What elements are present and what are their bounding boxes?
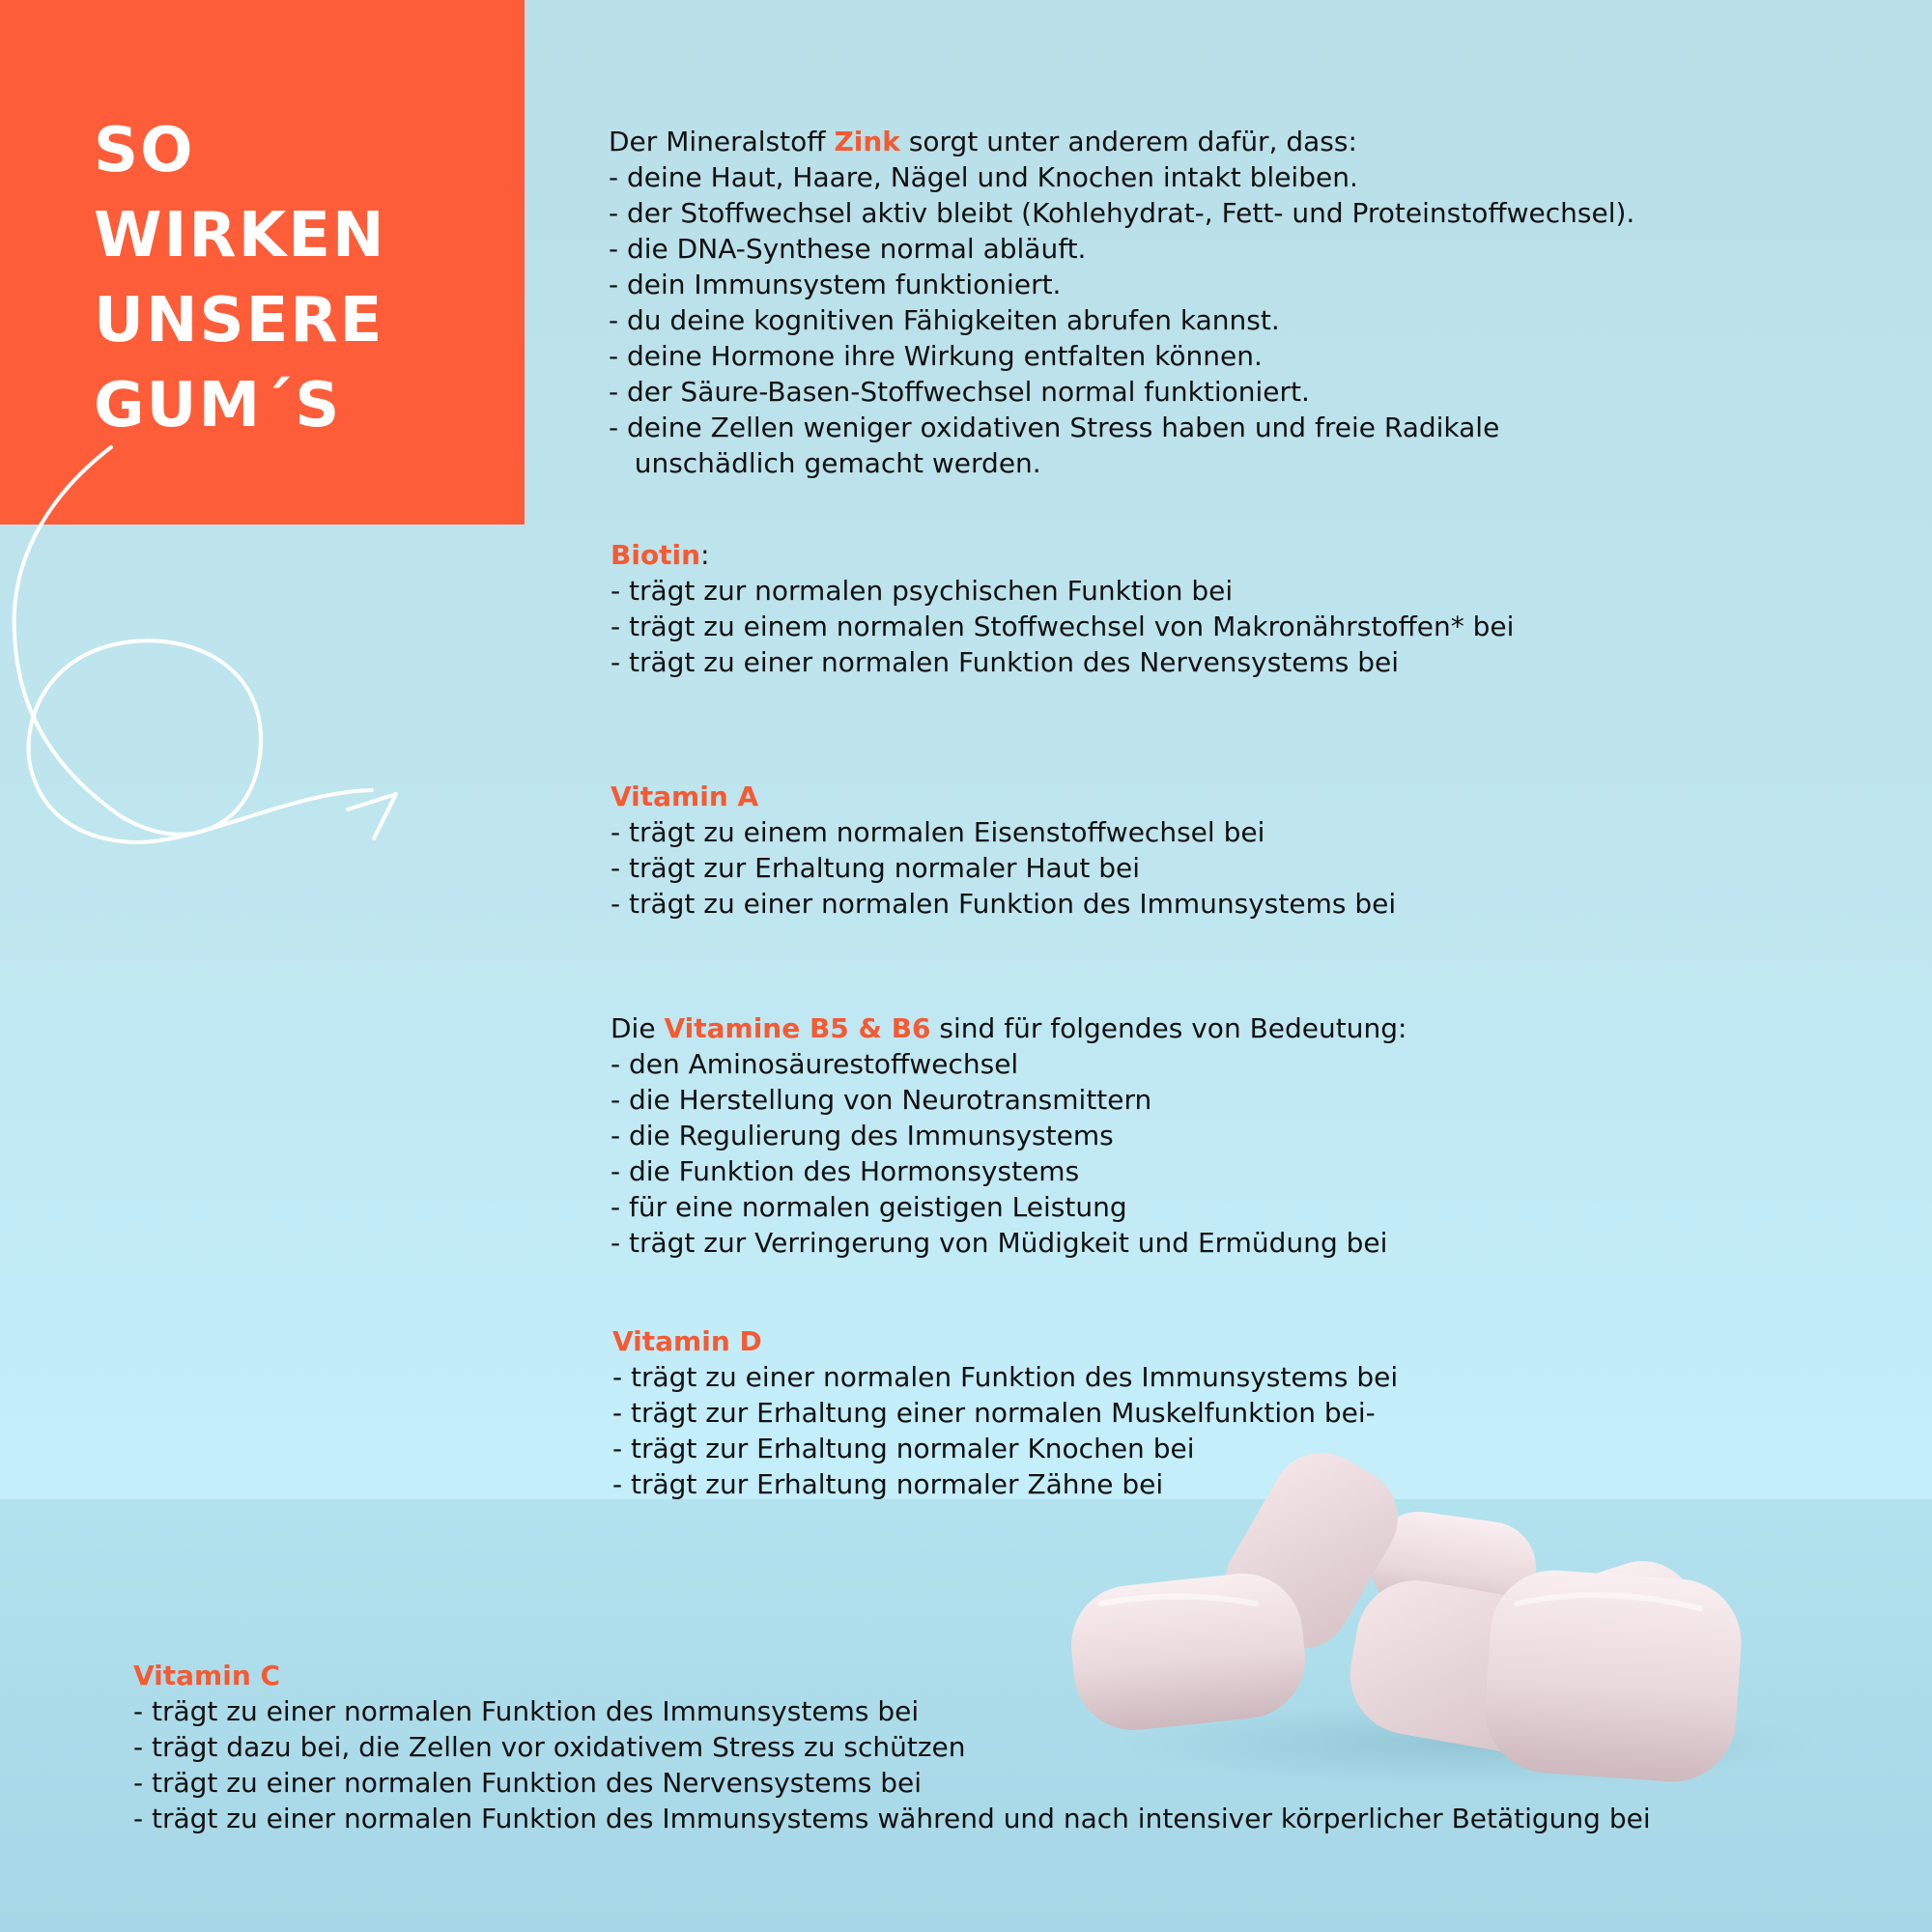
zink-keyword: Zink [834,126,900,157]
list-item: unschädlich gemacht werden. [609,447,1041,479]
list-item: - trägt zur Erhaltung einer normalen Muskelfunktion bei- [612,1397,1376,1429]
list-item: - die Regulierung des Immunsystems [611,1120,1114,1151]
vitamin-b5-b6-section [611,1010,1406,1261]
vitamin-a-heading: Vitamin A [611,781,759,812]
list-item: - trägt zur Verringerung von Müdigkeit und Ermüdung bei [611,1227,1388,1259]
list-item: - deine Haut, Haare, Nägel und Knochen intakt bleiben. [609,161,1358,193]
title-line: WIRKEN [94,200,386,271]
list-item: - trägt zur Erhaltung normaler Haut bei [611,852,1141,884]
zink-section [609,124,1634,481]
title-line: GUM´S [94,370,342,441]
title-line: UNSERE [94,285,384,356]
list-item: - trägt zu einer normalen Funktion des Nervensystems bei [133,1767,923,1799]
list-item: - der Stoffwechsel aktiv bleibt (Kohlehydrat-, Fett- und Proteinstoffwechsel). [609,197,1635,229]
vitamin-d-heading: Vitamin D [612,1325,762,1357]
list-item: - trägt zur normalen psychischen Funktion bei [611,575,1234,607]
vitamin-c-section [133,1658,1651,1836]
list-item: - trägt dazu bei, die Zellen vor oxidativem Stress zu schützen [133,1731,966,1763]
biotin-section [611,537,1514,680]
biotin-heading: Biotin: [611,539,710,571]
list-item: - trägt zur Erhaltung normaler Knochen bei [612,1433,1195,1464]
list-item: - für eine normalen geistigen Leistung [611,1191,1127,1223]
vitamin-b-keyword: Vitamine B5 & B6 [664,1012,931,1044]
list-item: - die Funktion des Hormonsystems [611,1155,1080,1187]
list-item: - der Säure-Basen-Stoffwechsel normal funktioniert. [609,376,1310,408]
list-item: - trägt zu einem normalen Stoffwechsel von Makronährstoffen* bei [611,611,1515,642]
list-item: - trägt zu einer normalen Funktion des Immunsystems bei [612,1361,1399,1393]
list-item: - deine Zellen weniger oxidativen Stress haben und freie Radikale [609,412,1500,443]
vitamin-a-section [611,779,1396,922]
list-item: - trägt zu einem normalen Eisenstoffwechsel bei [611,816,1265,848]
vitamin-c-heading: Vitamin C [133,1660,281,1691]
vitamin-b-intro: Die Vitamine B5 & B6 sind für folgendes von Bedeutung: [611,1012,1407,1044]
list-item: - die Herstellung von Neurotransmittern [611,1084,1152,1116]
zink-intro: Der Mineralstoff Zink sorgt unter anderem dafür, dass: [609,126,1357,157]
swirl-arrow-icon [0,425,425,927]
list-item: - deine Hormone ihre Wirkung entfalten können. [609,340,1263,372]
list-item: - die DNA-Synthese normal abläuft. [609,233,1087,265]
list-item: - trägt zu einer normalen Funktion des Nervensystems bei [611,646,1400,678]
list-item: - trägt zu einer normalen Funktion des Immunsystems bei [133,1695,920,1727]
list-item: - trägt zur Erhaltung normaler Zähne bei [612,1468,1164,1500]
page-title [94,108,386,448]
list-item: - trägt zu einer normalen Funktion des Immunsystems während und nach intensiver körperlicher Betätigung bei [133,1803,1651,1834]
list-item: - dein Immunsystem funktioniert. [609,269,1062,300]
list-item: - du deine kognitiven Fähigkeiten abrufen kannst. [609,304,1280,336]
title-line: SO [94,115,195,186]
list-item: - trägt zu einer normalen Funktion des Immunsystems bei [611,888,1397,920]
list-item: - den Aminosäurestoffwechsel [611,1048,1019,1080]
